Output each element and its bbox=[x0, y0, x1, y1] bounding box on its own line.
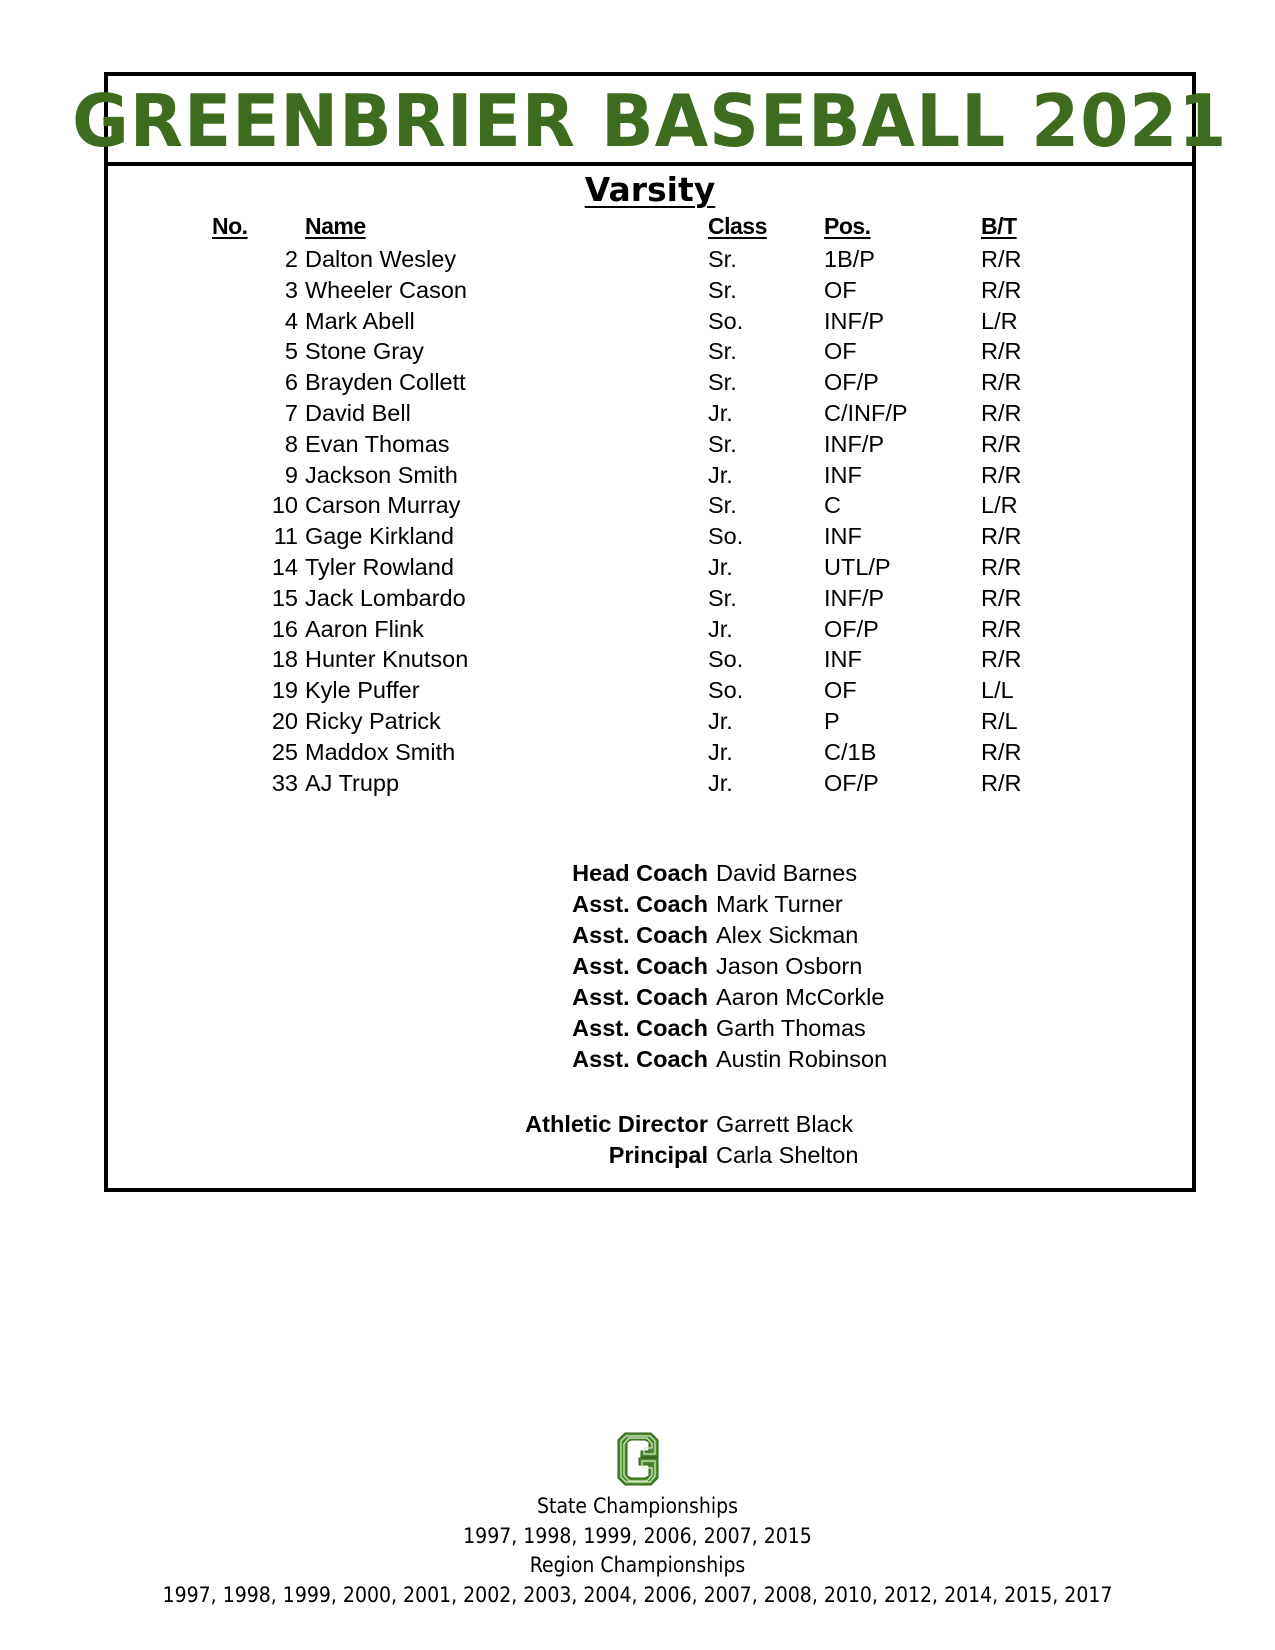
staff-name: Austin Robinson bbox=[716, 1046, 888, 1072]
staff-row bbox=[108, 858, 1192, 889]
player-number: 25 bbox=[271, 738, 298, 765]
player-bats-throws: L/R bbox=[981, 492, 1018, 519]
player-bats-throws: R/R bbox=[981, 430, 1022, 457]
player-name: Maddox Smith bbox=[305, 738, 456, 765]
player-class: So. bbox=[708, 523, 744, 550]
table-row bbox=[108, 275, 1192, 306]
staff-name: Mark Turner bbox=[716, 891, 843, 917]
player-position: OF/P bbox=[824, 615, 879, 642]
staff-row bbox=[108, 920, 1192, 951]
player-class: Sr. bbox=[708, 246, 737, 272]
player-name: Evan Thomas bbox=[305, 430, 450, 457]
table-row bbox=[108, 768, 1192, 799]
player-position: OF/P bbox=[824, 369, 879, 396]
player-bats-throws: R/R bbox=[981, 461, 1022, 488]
player-position: 1B/P bbox=[824, 246, 875, 272]
table-row bbox=[108, 552, 1192, 583]
table-row bbox=[108, 244, 1192, 275]
player-class: Sr. bbox=[708, 584, 737, 611]
player-number: 3 bbox=[284, 276, 298, 303]
player-class: So. bbox=[708, 677, 744, 704]
roster-box bbox=[72, 72, 1228, 1192]
player-bats-throws: R/R bbox=[981, 738, 1022, 765]
admin-row bbox=[108, 1109, 1192, 1140]
admin-role: Athletic Director bbox=[525, 1111, 708, 1137]
page-title: GREENBRIER BASEBALL 2021 bbox=[72, 79, 1228, 163]
table-row bbox=[108, 583, 1192, 614]
admin-role: Principal bbox=[608, 1142, 708, 1168]
player-class: Sr. bbox=[708, 338, 737, 365]
staff-role: Asst. Coach bbox=[572, 1015, 708, 1041]
player-name: Jack Lombardo bbox=[305, 584, 466, 611]
staff-row bbox=[108, 982, 1192, 1013]
table-row bbox=[108, 336, 1192, 367]
player-name: AJ Trupp bbox=[305, 769, 400, 796]
staff-name: Garth Thomas bbox=[716, 1015, 866, 1041]
player-position: P bbox=[824, 707, 840, 734]
player-name: Ricky Patrick bbox=[305, 707, 441, 734]
championships-footer bbox=[0, 1432, 1275, 1610]
player-name: Aaron Flink bbox=[305, 615, 424, 642]
player-name: David Bell bbox=[305, 399, 411, 426]
player-class: Jr. bbox=[708, 399, 733, 426]
staff-name: David Barnes bbox=[716, 860, 858, 886]
player-bats-throws: R/R bbox=[981, 769, 1022, 796]
player-number: 9 bbox=[284, 461, 298, 488]
player-number: 6 bbox=[284, 369, 298, 396]
column-header-bt: B/T bbox=[981, 213, 1017, 239]
player-number: 11 bbox=[273, 523, 298, 550]
player-class: Sr. bbox=[708, 492, 737, 519]
region-championships-years: 1997, 1998, 1999, 2000, 2001, 2002, 2003, 2004, 2006, 2007, 2008, 2010, 2012, 2014, 2015, 2017 bbox=[162, 1582, 1113, 1607]
player-bats-throws: R/R bbox=[981, 553, 1022, 580]
table-row bbox=[108, 460, 1192, 491]
admin-name: Carla Shelton bbox=[716, 1142, 859, 1168]
table-row bbox=[108, 521, 1192, 552]
player-position: INF/P bbox=[824, 430, 885, 457]
player-bats-throws: R/L bbox=[981, 707, 1018, 734]
title-band bbox=[72, 76, 1228, 166]
table-row bbox=[108, 398, 1192, 429]
staff-role: Asst. Coach bbox=[572, 1046, 708, 1072]
staff-role: Head Coach bbox=[572, 860, 708, 886]
player-number: 7 bbox=[284, 399, 298, 426]
player-name: Wheeler Cason bbox=[305, 276, 467, 303]
column-header-name: Name bbox=[305, 213, 366, 239]
player-position: UTL/P bbox=[824, 553, 891, 580]
player-number: 16 bbox=[271, 615, 298, 642]
player-name: Carson Murray bbox=[305, 492, 461, 519]
player-class: So. bbox=[708, 307, 744, 334]
player-number: 19 bbox=[271, 677, 298, 704]
table-row bbox=[108, 367, 1192, 398]
staff-spacer bbox=[108, 1075, 1192, 1109]
player-number: 33 bbox=[271, 769, 298, 796]
region-championships-label: Region Championships bbox=[529, 1553, 746, 1577]
staff-name: Aaron McCorkle bbox=[716, 984, 885, 1010]
player-number: 2 bbox=[284, 246, 298, 272]
player-class: Sr. bbox=[708, 369, 737, 396]
player-number: 5 bbox=[284, 338, 298, 365]
column-header-pos: Pos. bbox=[824, 213, 871, 239]
player-bats-throws: R/R bbox=[981, 399, 1022, 426]
player-class: So. bbox=[708, 646, 744, 673]
player-name: Hunter Knutson bbox=[305, 646, 469, 673]
staff-list bbox=[108, 858, 1192, 1171]
staff-role: Asst. Coach bbox=[572, 984, 708, 1010]
player-class: Jr. bbox=[708, 707, 733, 734]
column-header-no: No. bbox=[212, 213, 248, 239]
player-number: 8 bbox=[284, 430, 298, 457]
table-row bbox=[108, 490, 1192, 521]
player-name: Mark Abell bbox=[305, 307, 415, 334]
table-row bbox=[108, 429, 1192, 460]
staff-row bbox=[108, 951, 1192, 982]
player-class: Sr. bbox=[708, 276, 737, 303]
player-number: 4 bbox=[284, 307, 298, 334]
player-name: Tyler Rowland bbox=[305, 553, 454, 580]
table-row bbox=[108, 675, 1192, 706]
player-class: Jr. bbox=[708, 615, 733, 642]
player-class: Sr. bbox=[708, 430, 737, 457]
player-name: Brayden Collett bbox=[305, 369, 466, 396]
player-number: 18 bbox=[271, 646, 298, 673]
player-bats-throws: R/R bbox=[981, 338, 1022, 365]
player-class: Jr. bbox=[708, 461, 733, 488]
player-name: Jackson Smith bbox=[305, 461, 458, 488]
player-class: Jr. bbox=[708, 738, 733, 765]
player-number: 20 bbox=[271, 707, 298, 734]
table-row bbox=[108, 614, 1192, 645]
state-championships-years: 1997, 1998, 1999, 2006, 2007, 2015 bbox=[463, 1523, 812, 1548]
player-position: C/1B bbox=[824, 738, 877, 765]
staff-role: Asst. Coach bbox=[572, 953, 708, 979]
player-position: OF bbox=[824, 677, 857, 704]
player-number: 15 bbox=[271, 584, 298, 611]
table-row bbox=[108, 644, 1192, 675]
player-position: OF/P bbox=[824, 769, 879, 796]
player-bats-throws: R/R bbox=[981, 584, 1022, 611]
staff-name: Alex Sickman bbox=[716, 922, 859, 948]
player-position: INF/P bbox=[824, 584, 885, 611]
admin-name: Garrett Black bbox=[716, 1111, 854, 1137]
player-number: 14 bbox=[271, 553, 298, 580]
player-bats-throws: L/R bbox=[981, 307, 1018, 334]
player-class: Jr. bbox=[708, 553, 733, 580]
staff-row bbox=[108, 1044, 1192, 1075]
table-row bbox=[108, 306, 1192, 337]
roster-table bbox=[108, 244, 1192, 798]
player-bats-throws: R/R bbox=[981, 523, 1022, 550]
player-name: Stone Gray bbox=[305, 338, 424, 365]
player-position: C/INF/P bbox=[824, 399, 908, 426]
player-number: 10 bbox=[271, 492, 298, 519]
greenbrier-g-logo-icon bbox=[617, 1432, 659, 1486]
player-name: Gage Kirkland bbox=[305, 523, 454, 550]
player-class: Jr. bbox=[708, 769, 733, 796]
player-position: OF bbox=[824, 276, 857, 303]
player-position: INF bbox=[824, 523, 862, 550]
player-position: INF/P bbox=[824, 307, 885, 334]
player-name: Dalton Wesley bbox=[305, 246, 457, 272]
admin-row bbox=[108, 1140, 1192, 1171]
column-header-class: Class bbox=[708, 213, 767, 239]
player-bats-throws: R/R bbox=[981, 646, 1022, 673]
staff-row bbox=[108, 889, 1192, 920]
staff-role: Asst. Coach bbox=[572, 891, 708, 917]
player-bats-throws: R/R bbox=[981, 615, 1022, 642]
player-bats-throws: L/L bbox=[981, 677, 1014, 704]
player-name: Kyle Puffer bbox=[305, 677, 420, 704]
player-position: INF bbox=[824, 646, 862, 673]
player-position: OF bbox=[824, 338, 857, 365]
staff-role: Asst. Coach bbox=[572, 922, 708, 948]
player-bats-throws: R/R bbox=[981, 276, 1022, 303]
player-position: C bbox=[824, 492, 841, 519]
player-position: INF bbox=[824, 461, 862, 488]
player-bats-throws: R/R bbox=[981, 369, 1022, 396]
table-row bbox=[108, 737, 1192, 768]
player-bats-throws: R/R bbox=[981, 246, 1022, 272]
roster-subtitle: Varsity bbox=[584, 170, 716, 209]
state-championships-label: State Championships bbox=[537, 1494, 738, 1518]
table-row bbox=[108, 706, 1192, 737]
staff-row bbox=[108, 1013, 1192, 1044]
staff-name: Jason Osborn bbox=[716, 953, 863, 979]
